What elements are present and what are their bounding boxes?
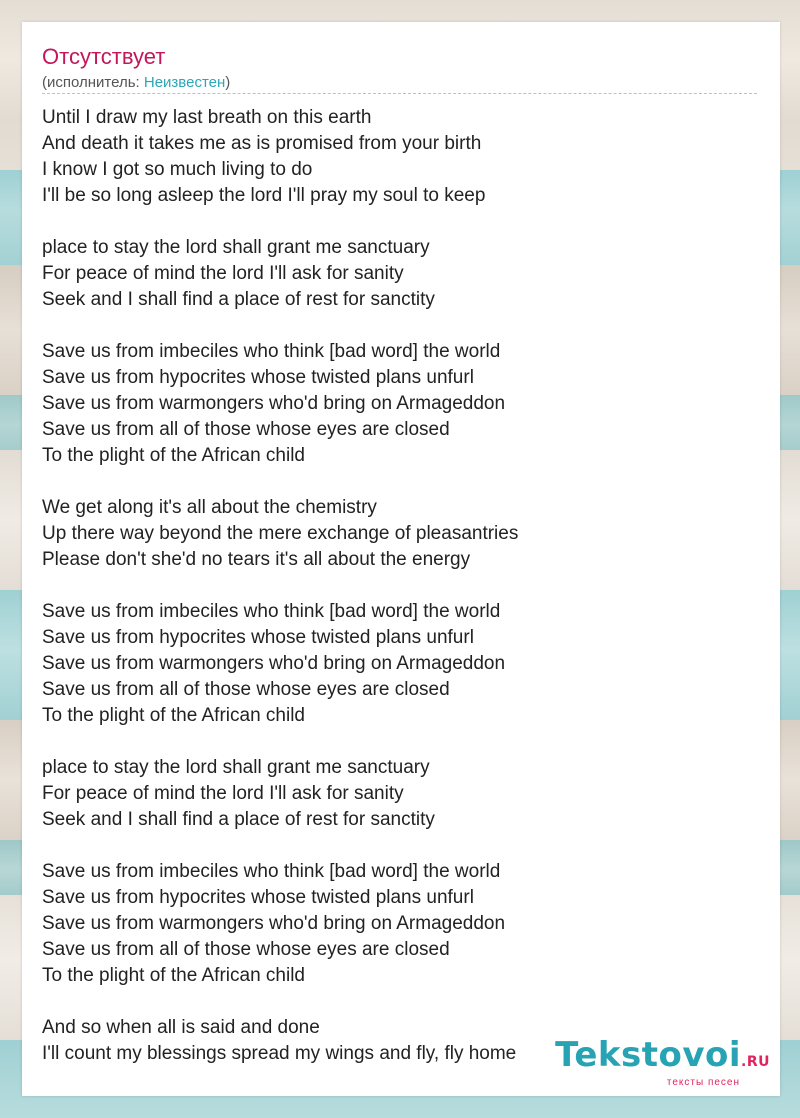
lyrics-stanza bbox=[42, 339, 757, 469]
lyric-line: Until I draw my last breath on this earth bbox=[42, 107, 372, 128]
logo-wordmark bbox=[555, 1037, 770, 1080]
logo-tagline: тексты песен bbox=[666, 1077, 740, 1088]
title-divider bbox=[42, 93, 757, 94]
lyric-line: Save us from hypocrites whose twisted plans unfurl bbox=[42, 627, 474, 648]
lyric-line: Please don't she'd no tears it's all about the energy bbox=[42, 549, 471, 570]
logo-name: Tekstovoi bbox=[555, 1035, 742, 1075]
lyrics-stanza bbox=[42, 755, 757, 833]
lyrics-stanza bbox=[42, 105, 757, 209]
artist-link[interactable]: Неизвестен bbox=[143, 74, 226, 91]
lyric-line: For peace of mind the lord I'll ask for sanity bbox=[42, 783, 404, 804]
lyric-line: And so when all is said and done bbox=[42, 1017, 320, 1038]
lyrics-stanza bbox=[42, 599, 757, 729]
lyric-line: I know I got so much living to do bbox=[42, 159, 313, 180]
logo-tld: .RU bbox=[741, 1054, 770, 1070]
lyric-line: place to stay the lord shall grant me sanctuary bbox=[42, 757, 430, 778]
lyric-line: Save us from imbeciles who think [bad word] the world bbox=[42, 341, 501, 362]
song-title: Отсутствует bbox=[42, 44, 166, 69]
lyric-line: Save us from imbeciles who think [bad word] the world bbox=[42, 601, 501, 622]
lyrics-body bbox=[42, 105, 757, 1093]
lyric-line: For peace of mind the lord I'll ask for sanity bbox=[42, 263, 404, 284]
lyric-line: I'll be so long asleep the lord I'll pray my soul to keep bbox=[42, 185, 486, 206]
lyric-line: Save us from imbeciles who think [bad word] the world bbox=[42, 861, 501, 882]
lyric-line: Save us from warmongers who'd bring on Armageddon bbox=[42, 913, 506, 934]
site-logo[interactable] bbox=[555, 1037, 770, 1088]
artist-prefix: (исполнитель: bbox=[42, 74, 144, 91]
lyric-line: To the plight of the African child bbox=[42, 965, 305, 986]
lyrics-stanza bbox=[42, 859, 757, 989]
lyric-line: Save us from hypocrites whose twisted plans unfurl bbox=[42, 367, 474, 388]
lyric-line: Save us from all of those whose eyes are closed bbox=[42, 419, 450, 440]
lyrics-stanza bbox=[42, 235, 757, 313]
lyric-line: Seek and I shall find a place of rest for sanctity bbox=[42, 289, 435, 310]
lyrics-sheet bbox=[22, 22, 780, 1096]
lyric-line: To the plight of the African child bbox=[42, 705, 305, 726]
lyric-line: Seek and I shall find a place of rest for sanctity bbox=[42, 809, 435, 830]
lyric-line: Up there way beyond the mere exchange of pleasantries bbox=[42, 523, 519, 544]
lyric-line: place to stay the lord shall grant me sanctuary bbox=[42, 237, 430, 258]
artist-line bbox=[42, 73, 230, 93]
lyric-line: To the plight of the African child bbox=[42, 445, 305, 466]
lyric-line: Save us from warmongers who'd bring on Armageddon bbox=[42, 653, 506, 674]
lyric-line: And death it takes me as is promised from your birth bbox=[42, 133, 482, 154]
lyric-line: We get along it's all about the chemistry bbox=[42, 497, 377, 518]
lyric-line: Save us from warmongers who'd bring on Armageddon bbox=[42, 393, 506, 414]
lyric-line: Save us from all of those whose eyes are closed bbox=[42, 939, 450, 960]
lyric-line: Save us from hypocrites whose twisted plans unfurl bbox=[42, 887, 474, 908]
lyric-line: I'll count my blessings spread my wings and fly, fly home bbox=[42, 1043, 517, 1064]
lyrics-stanza bbox=[42, 495, 757, 573]
artist-suffix: ) bbox=[225, 74, 231, 91]
lyric-line: Save us from all of those whose eyes are closed bbox=[42, 679, 450, 700]
